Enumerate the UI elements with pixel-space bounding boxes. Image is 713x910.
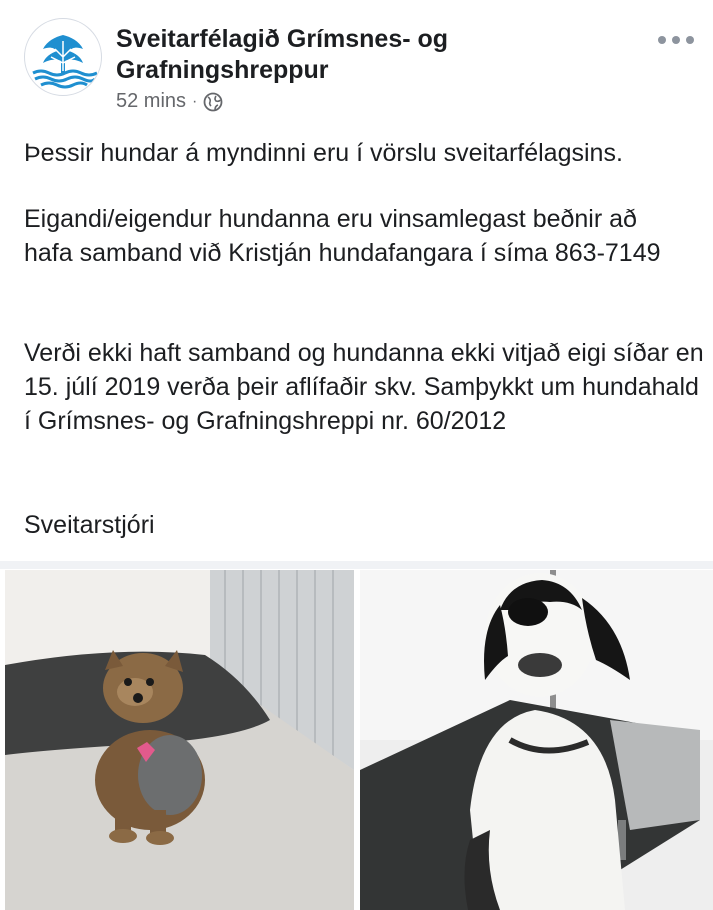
post-meta bbox=[116, 90, 223, 113]
dot-icon bbox=[658, 36, 666, 44]
post-signature: Sveitarstjóri bbox=[24, 511, 155, 539]
post-paragraph-1: Þessir hundar á myndinni eru í vörslu sveitarfélagsins. bbox=[24, 139, 623, 167]
post-time[interactable]: 52 mins bbox=[116, 90, 187, 112]
photo-black-white-dog[interactable] bbox=[360, 570, 713, 910]
dot-icon bbox=[686, 36, 694, 44]
content-divider bbox=[0, 561, 713, 569]
globe-icon[interactable] bbox=[203, 92, 223, 112]
page-avatar[interactable] bbox=[24, 18, 102, 96]
dot-icon bbox=[672, 36, 680, 44]
post-paragraph-2: Eigandi/eigendur hundanna eru vinsamlegast beðnir að hafa samband við Kristján hundafangara í síma 863-7149 bbox=[24, 205, 661, 267]
more-options-button[interactable] bbox=[658, 28, 694, 52]
post-paragraph-3: Verði ekki haft samband og hundanna ekki vitjað eigi síðar en 15. júlí 2019 verða þeir aflífaðir skv. Samþykkt um hundahald í Grímsnes- og Grafningshreppi nr. 60/2012 bbox=[24, 339, 704, 435]
page-name[interactable]: Sveitarfélagið Grímsnes- og Grafningshreppur bbox=[116, 25, 449, 84]
photo-terrier[interactable] bbox=[5, 570, 354, 910]
meta-separator: · bbox=[192, 92, 198, 110]
municipality-logo-icon bbox=[25, 19, 101, 95]
